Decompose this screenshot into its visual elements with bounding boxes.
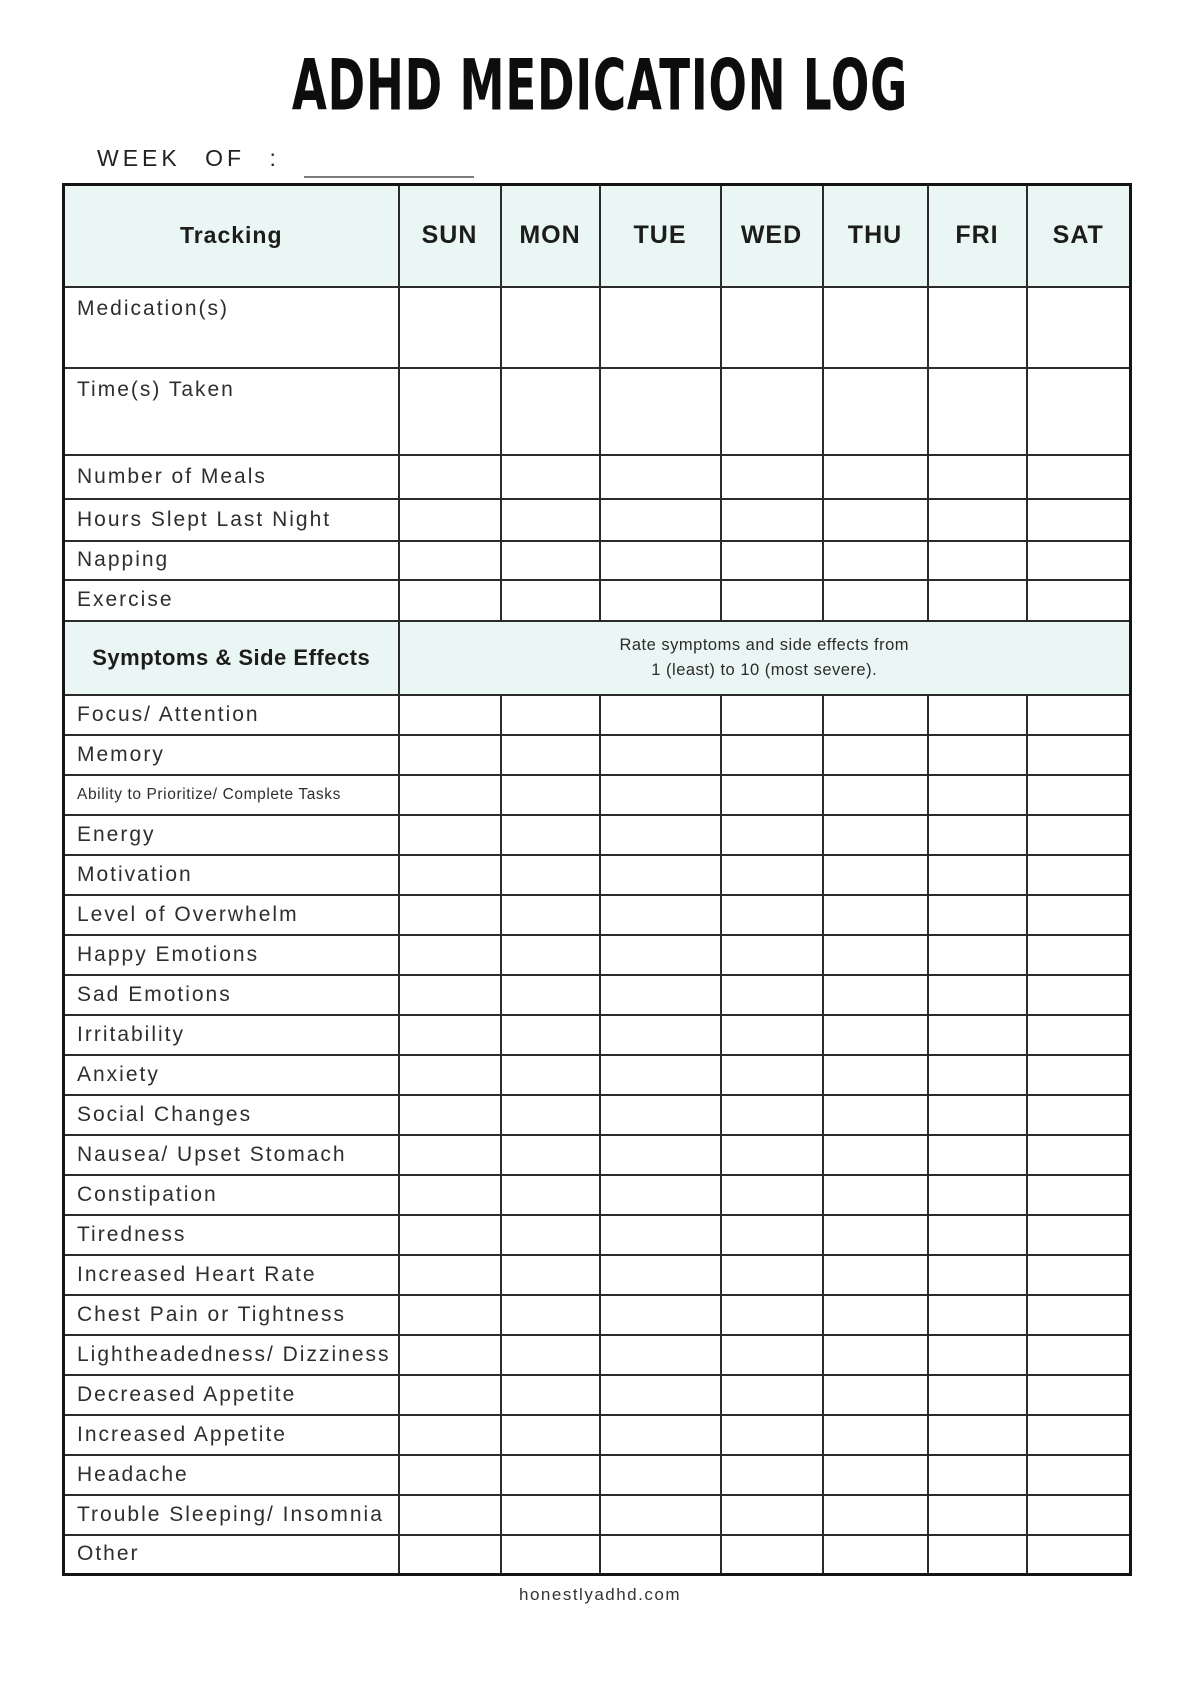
table-row bbox=[64, 1175, 1131, 1215]
entry-cell-sat[interactable] bbox=[1027, 1135, 1131, 1175]
entry-cell-sat[interactable] bbox=[1027, 775, 1131, 815]
entry-cell-mon[interactable] bbox=[501, 368, 600, 455]
table-row bbox=[64, 1495, 1131, 1535]
entry-cell-sat[interactable] bbox=[1027, 1175, 1131, 1215]
entry-cell-wed[interactable] bbox=[721, 1375, 823, 1415]
entry-cell-thu[interactable] bbox=[823, 1495, 928, 1535]
entry-cell-sun[interactable] bbox=[399, 1135, 501, 1175]
symptom-rows bbox=[64, 695, 1131, 1575]
entry-cell-thu[interactable] bbox=[823, 775, 928, 815]
rating-instructions bbox=[399, 621, 1131, 695]
entry-cell-fri[interactable] bbox=[928, 735, 1027, 775]
entry-cell-sun[interactable] bbox=[399, 1415, 501, 1455]
row-label: Trouble Sleeping/ Insomnia bbox=[64, 1495, 399, 1535]
entry-cell-sat[interactable] bbox=[1027, 1255, 1131, 1295]
entry-cell-wed[interactable] bbox=[721, 815, 823, 855]
table-row bbox=[64, 1095, 1131, 1135]
entry-cell-sun[interactable] bbox=[399, 1055, 501, 1095]
page-title: ADHD MEDICATION LOG bbox=[291, 43, 909, 127]
entry-cell-tue[interactable] bbox=[600, 1175, 721, 1215]
entry-cell-thu[interactable] bbox=[823, 1295, 928, 1335]
entry-cell-tue[interactable] bbox=[600, 1095, 721, 1135]
entry-cell-mon[interactable] bbox=[501, 455, 600, 499]
entry-cell-wed[interactable] bbox=[721, 895, 823, 935]
entry-cell-tue[interactable] bbox=[600, 695, 721, 735]
entry-cell-tue[interactable] bbox=[600, 455, 721, 499]
week-of-row bbox=[97, 138, 1200, 172]
entry-cell-sun[interactable] bbox=[399, 1175, 501, 1215]
entry-cell-sun[interactable] bbox=[399, 1335, 501, 1375]
day-header-wed: WED bbox=[721, 185, 823, 287]
row-label: Sad Emotions bbox=[64, 975, 399, 1015]
day-header-sat: SAT bbox=[1027, 185, 1131, 287]
entry-cell-mon[interactable] bbox=[501, 1455, 600, 1495]
entry-cell-mon[interactable] bbox=[501, 935, 600, 975]
day-header-thu: THU bbox=[823, 185, 928, 287]
row-label: Irritability bbox=[64, 1015, 399, 1055]
day-header-mon: MON bbox=[501, 185, 600, 287]
entry-cell-fri[interactable] bbox=[928, 287, 1027, 368]
entry-cell-wed[interactable] bbox=[721, 455, 823, 499]
entry-cell-fri[interactable] bbox=[928, 368, 1027, 455]
table-row bbox=[64, 1055, 1131, 1095]
entry-cell-fri[interactable] bbox=[928, 1095, 1027, 1135]
entry-cell-thu[interactable] bbox=[823, 455, 928, 499]
entry-cell-sat[interactable] bbox=[1027, 455, 1131, 499]
entry-cell-fri[interactable] bbox=[928, 1295, 1027, 1335]
entry-cell-mon[interactable] bbox=[501, 1375, 600, 1415]
tracking-header-cell: Tracking bbox=[64, 185, 399, 287]
entry-cell-wed[interactable] bbox=[721, 1055, 823, 1095]
entry-cell-fri[interactable] bbox=[928, 695, 1027, 735]
table-row bbox=[64, 1335, 1131, 1375]
entry-cell-thu[interactable] bbox=[823, 855, 928, 895]
table-row bbox=[64, 1375, 1131, 1415]
entry-cell-fri[interactable] bbox=[928, 1335, 1027, 1375]
entry-cell-sat[interactable] bbox=[1027, 499, 1131, 541]
entry-cell-sun[interactable] bbox=[399, 975, 501, 1015]
entry-cell-tue[interactable] bbox=[600, 368, 721, 455]
entry-cell-thu[interactable] bbox=[823, 1335, 928, 1375]
row-label: Social Changes bbox=[64, 1095, 399, 1135]
entry-cell-sat[interactable] bbox=[1027, 1535, 1131, 1575]
entry-cell-fri[interactable] bbox=[928, 455, 1027, 499]
entry-cell-mon[interactable] bbox=[501, 1175, 600, 1215]
entry-cell-thu[interactable] bbox=[823, 695, 928, 735]
entry-cell-mon[interactable] bbox=[501, 775, 600, 815]
entry-cell-mon[interactable] bbox=[501, 1255, 600, 1295]
entry-cell-fri[interactable] bbox=[928, 935, 1027, 975]
entry-cell-sat[interactable] bbox=[1027, 368, 1131, 455]
entry-cell-sun[interactable] bbox=[399, 287, 501, 368]
entry-cell-wed[interactable] bbox=[721, 1175, 823, 1215]
table-row bbox=[64, 1015, 1131, 1055]
entry-cell-sun[interactable] bbox=[399, 855, 501, 895]
entry-cell-thu[interactable] bbox=[823, 1015, 928, 1055]
entry-cell-fri[interactable] bbox=[928, 580, 1027, 621]
entry-cell-mon[interactable] bbox=[501, 580, 600, 621]
entry-cell-sat[interactable] bbox=[1027, 855, 1131, 895]
entry-cell-thu[interactable] bbox=[823, 580, 928, 621]
entry-cell-wed[interactable] bbox=[721, 1295, 823, 1335]
table-row bbox=[64, 735, 1131, 775]
entry-cell-sun[interactable] bbox=[399, 580, 501, 621]
entry-cell-sun[interactable] bbox=[399, 455, 501, 499]
table-row bbox=[64, 1255, 1131, 1295]
entry-cell-tue[interactable] bbox=[600, 1295, 721, 1335]
row-label: Decreased Appetite bbox=[64, 1375, 399, 1415]
entry-cell-mon[interactable] bbox=[501, 895, 600, 935]
entry-cell-wed[interactable] bbox=[721, 695, 823, 735]
entry-cell-mon[interactable] bbox=[501, 499, 600, 541]
table-row bbox=[64, 815, 1131, 855]
symptoms-section-row bbox=[64, 621, 1131, 695]
table-row bbox=[64, 935, 1131, 975]
row-label: Anxiety bbox=[64, 1055, 399, 1095]
entry-cell-thu[interactable] bbox=[823, 815, 928, 855]
entry-cell-fri[interactable] bbox=[928, 1135, 1027, 1175]
entry-cell-fri[interactable] bbox=[928, 541, 1027, 580]
entry-cell-sat[interactable] bbox=[1027, 1055, 1131, 1095]
row-label: Hours Slept Last Night bbox=[64, 499, 399, 541]
entry-cell-sun[interactable] bbox=[399, 1015, 501, 1055]
entry-cell-sat[interactable] bbox=[1027, 580, 1131, 621]
entry-cell-wed[interactable] bbox=[721, 1215, 823, 1255]
entry-cell-mon[interactable] bbox=[501, 815, 600, 855]
entry-cell-thu[interactable] bbox=[823, 1375, 928, 1415]
row-label: Focus/ Attention bbox=[64, 695, 399, 735]
entry-cell-fri[interactable] bbox=[928, 855, 1027, 895]
entry-cell-thu[interactable] bbox=[823, 368, 928, 455]
table-row bbox=[64, 1295, 1131, 1335]
table-row bbox=[64, 541, 1131, 580]
entry-cell-wed[interactable] bbox=[721, 935, 823, 975]
entry-cell-sun[interactable] bbox=[399, 935, 501, 975]
entry-cell-thu[interactable] bbox=[823, 1095, 928, 1135]
entry-cell-mon[interactable] bbox=[501, 1295, 600, 1335]
table-row bbox=[64, 499, 1131, 541]
entry-cell-tue[interactable] bbox=[600, 815, 721, 855]
entry-cell-thu[interactable] bbox=[823, 541, 928, 580]
entry-cell-mon[interactable] bbox=[501, 541, 600, 580]
entry-cell-sun[interactable] bbox=[399, 1535, 501, 1575]
entry-cell-thu[interactable] bbox=[823, 1455, 928, 1495]
entry-cell-tue[interactable] bbox=[600, 499, 721, 541]
entry-cell-wed[interactable] bbox=[721, 368, 823, 455]
entry-cell-fri[interactable] bbox=[928, 1215, 1027, 1255]
entry-cell-thu[interactable] bbox=[823, 287, 928, 368]
entry-cell-mon[interactable] bbox=[501, 855, 600, 895]
entry-cell-mon[interactable] bbox=[501, 1535, 600, 1575]
row-label: Nausea/ Upset Stomach bbox=[64, 1135, 399, 1175]
entry-cell-sun[interactable] bbox=[399, 895, 501, 935]
entry-cell-tue[interactable] bbox=[600, 1215, 721, 1255]
entry-cell-tue[interactable] bbox=[600, 735, 721, 775]
entry-cell-sun[interactable] bbox=[399, 499, 501, 541]
entry-cell-sun[interactable] bbox=[399, 695, 501, 735]
entry-cell-thu[interactable] bbox=[823, 1415, 928, 1455]
entry-cell-tue[interactable] bbox=[600, 1255, 721, 1295]
table-row bbox=[64, 1535, 1131, 1575]
row-label: Lightheadedness/ Dizziness bbox=[64, 1335, 399, 1375]
entry-cell-wed[interactable] bbox=[721, 1415, 823, 1455]
entry-cell-mon[interactable] bbox=[501, 735, 600, 775]
entry-cell-mon[interactable] bbox=[501, 287, 600, 368]
entry-cell-wed[interactable] bbox=[721, 1095, 823, 1135]
day-header-tue: TUE bbox=[600, 185, 721, 287]
entry-cell-sun[interactable] bbox=[399, 1215, 501, 1255]
entry-cell-sun[interactable] bbox=[399, 368, 501, 455]
entry-cell-tue[interactable] bbox=[600, 1135, 721, 1175]
entry-cell-tue[interactable] bbox=[600, 1015, 721, 1055]
entry-cell-mon[interactable] bbox=[501, 1015, 600, 1055]
entry-cell-fri[interactable] bbox=[928, 975, 1027, 1015]
table-row bbox=[64, 1215, 1131, 1255]
entry-cell-sat[interactable] bbox=[1027, 935, 1131, 975]
entry-cell-sun[interactable] bbox=[399, 815, 501, 855]
entry-cell-sat[interactable] bbox=[1027, 695, 1131, 735]
entry-cell-thu[interactable] bbox=[823, 1535, 928, 1575]
row-label: Exercise bbox=[64, 580, 399, 621]
entry-cell-thu[interactable] bbox=[823, 1175, 928, 1215]
row-label: Napping bbox=[64, 541, 399, 580]
entry-cell-wed[interactable] bbox=[721, 541, 823, 580]
entry-cell-sat[interactable] bbox=[1027, 975, 1131, 1015]
entry-cell-fri[interactable] bbox=[928, 1255, 1027, 1295]
row-label: Time(s) Taken bbox=[64, 368, 399, 455]
row-label: Number of Meals bbox=[64, 455, 399, 499]
day-header-sun: SUN bbox=[399, 185, 501, 287]
entry-cell-sun[interactable] bbox=[399, 1255, 501, 1295]
entry-cell-sun[interactable] bbox=[399, 1455, 501, 1495]
entry-cell-mon[interactable] bbox=[501, 695, 600, 735]
table-row bbox=[64, 855, 1131, 895]
entry-cell-fri[interactable] bbox=[928, 1375, 1027, 1415]
entry-cell-thu[interactable] bbox=[823, 1215, 928, 1255]
entry-cell-fri[interactable] bbox=[928, 775, 1027, 815]
entry-cell-sat[interactable] bbox=[1027, 287, 1131, 368]
table-row bbox=[64, 695, 1131, 735]
table-row bbox=[64, 455, 1131, 499]
entry-cell-wed[interactable] bbox=[721, 1255, 823, 1295]
entry-cell-thu[interactable] bbox=[823, 935, 928, 975]
entry-cell-mon[interactable] bbox=[501, 1335, 600, 1375]
row-label: Motivation bbox=[64, 855, 399, 895]
row-label: Increased Heart Rate bbox=[64, 1255, 399, 1295]
entry-cell-thu[interactable] bbox=[823, 975, 928, 1015]
rating-instructions-line1: Rate symptoms and side effects from bbox=[619, 635, 910, 654]
table-row bbox=[64, 1455, 1131, 1495]
entry-cell-sat[interactable] bbox=[1027, 1015, 1131, 1055]
entry-cell-sun[interactable] bbox=[399, 1375, 501, 1415]
entry-cell-mon[interactable] bbox=[501, 1215, 600, 1255]
entry-cell-sun[interactable] bbox=[399, 775, 501, 815]
table-row bbox=[64, 895, 1131, 935]
table-row bbox=[64, 1415, 1131, 1455]
entry-cell-sat[interactable] bbox=[1027, 1335, 1131, 1375]
week-of-input-line[interactable] bbox=[304, 176, 474, 178]
rating-instructions-line2: 1 (least) to 10 (most severe). bbox=[651, 660, 878, 679]
entry-cell-tue[interactable] bbox=[600, 1375, 721, 1415]
entry-cell-sat[interactable] bbox=[1027, 541, 1131, 580]
tracking-rows bbox=[64, 287, 1131, 621]
entry-cell-sat[interactable] bbox=[1027, 735, 1131, 775]
entry-cell-sat[interactable] bbox=[1027, 815, 1131, 855]
entry-cell-wed[interactable] bbox=[721, 1135, 823, 1175]
row-label: Level of Overwhelm bbox=[64, 895, 399, 935]
row-label: Increased Appetite bbox=[64, 1415, 399, 1455]
entry-cell-sat[interactable] bbox=[1027, 1375, 1131, 1415]
entry-cell-tue[interactable] bbox=[600, 1415, 721, 1455]
entry-cell-mon[interactable] bbox=[501, 1495, 600, 1535]
entry-cell-sun[interactable] bbox=[399, 541, 501, 580]
entry-cell-wed[interactable] bbox=[721, 975, 823, 1015]
entry-cell-mon[interactable] bbox=[501, 975, 600, 1015]
row-label: Ability to Prioritize/ Complete Tasks bbox=[64, 775, 399, 815]
entry-cell-tue[interactable] bbox=[600, 775, 721, 815]
entry-cell-sun[interactable] bbox=[399, 1095, 501, 1135]
entry-cell-thu[interactable] bbox=[823, 1055, 928, 1095]
entry-cell-sun[interactable] bbox=[399, 1495, 501, 1535]
entry-cell-fri[interactable] bbox=[928, 499, 1027, 541]
entry-cell-fri[interactable] bbox=[928, 895, 1027, 935]
row-label: Other bbox=[64, 1535, 399, 1575]
row-label: Energy bbox=[64, 815, 399, 855]
entry-cell-fri[interactable] bbox=[928, 1495, 1027, 1535]
entry-cell-tue[interactable] bbox=[600, 580, 721, 621]
entry-cell-sun[interactable] bbox=[399, 735, 501, 775]
entry-cell-wed[interactable] bbox=[721, 855, 823, 895]
entry-cell-mon[interactable] bbox=[501, 1095, 600, 1135]
entry-cell-sun[interactable] bbox=[399, 1295, 501, 1335]
entry-cell-fri[interactable] bbox=[928, 1175, 1027, 1215]
entry-cell-wed[interactable] bbox=[721, 580, 823, 621]
entry-cell-sat[interactable] bbox=[1027, 1495, 1131, 1535]
entry-cell-wed[interactable] bbox=[721, 735, 823, 775]
row-label: Happy Emotions bbox=[64, 935, 399, 975]
medication-log-table bbox=[62, 183, 1132, 1576]
row-label: Memory bbox=[64, 735, 399, 775]
table-row bbox=[64, 975, 1131, 1015]
entry-cell-sat[interactable] bbox=[1027, 1415, 1131, 1455]
entry-cell-thu[interactable] bbox=[823, 735, 928, 775]
table-row bbox=[64, 287, 1131, 368]
entry-cell-thu[interactable] bbox=[823, 895, 928, 935]
entry-cell-wed[interactable] bbox=[721, 1335, 823, 1375]
entry-cell-wed[interactable] bbox=[721, 1535, 823, 1575]
entry-cell-fri[interactable] bbox=[928, 1535, 1027, 1575]
entry-cell-fri[interactable] bbox=[928, 1055, 1027, 1095]
entry-cell-thu[interactable] bbox=[823, 1135, 928, 1175]
entry-cell-fri[interactable] bbox=[928, 1455, 1027, 1495]
row-label: Headache bbox=[64, 1455, 399, 1495]
table-row bbox=[64, 580, 1131, 621]
entry-cell-tue[interactable] bbox=[600, 1535, 721, 1575]
entry-cell-wed[interactable] bbox=[721, 1455, 823, 1495]
table-header-row bbox=[64, 185, 1131, 287]
entry-cell-wed[interactable] bbox=[721, 499, 823, 541]
entry-cell-sat[interactable] bbox=[1027, 1215, 1131, 1255]
table-row bbox=[64, 368, 1131, 455]
week-of-label: WEEK OF : bbox=[97, 145, 280, 171]
entry-cell-wed[interactable] bbox=[721, 1015, 823, 1055]
entry-cell-fri[interactable] bbox=[928, 1015, 1027, 1055]
entry-cell-mon[interactable] bbox=[501, 1055, 600, 1095]
entry-cell-fri[interactable] bbox=[928, 815, 1027, 855]
entry-cell-tue[interactable] bbox=[600, 287, 721, 368]
entry-cell-sat[interactable] bbox=[1027, 895, 1131, 935]
row-label: Constipation bbox=[64, 1175, 399, 1215]
table-row bbox=[64, 775, 1131, 815]
entry-cell-mon[interactable] bbox=[501, 1135, 600, 1175]
entry-cell-tue[interactable] bbox=[600, 855, 721, 895]
footer-url: honestlyadhd.com bbox=[519, 1585, 681, 1604]
symptoms-section-label: Symptoms & Side Effects bbox=[64, 621, 399, 695]
entry-cell-thu[interactable] bbox=[823, 1255, 928, 1295]
row-label: Chest Pain or Tightness bbox=[64, 1295, 399, 1335]
day-header-fri: FRI bbox=[928, 185, 1027, 287]
entry-cell-sat[interactable] bbox=[1027, 1295, 1131, 1335]
entry-cell-tue[interactable] bbox=[600, 935, 721, 975]
entry-cell-thu[interactable] bbox=[823, 499, 928, 541]
entry-cell-tue[interactable] bbox=[600, 895, 721, 935]
entry-cell-tue[interactable] bbox=[600, 1055, 721, 1095]
entry-cell-sat[interactable] bbox=[1027, 1095, 1131, 1135]
table-row bbox=[64, 1135, 1131, 1175]
entry-cell-tue[interactable] bbox=[600, 1335, 721, 1375]
row-label: Tiredness bbox=[64, 1215, 399, 1255]
entry-cell-mon[interactable] bbox=[501, 1415, 600, 1455]
entry-cell-tue[interactable] bbox=[600, 975, 721, 1015]
entry-cell-wed[interactable] bbox=[721, 1495, 823, 1535]
entry-cell-tue[interactable] bbox=[600, 1495, 721, 1535]
entry-cell-wed[interactable] bbox=[721, 287, 823, 368]
row-label: Medication(s) bbox=[64, 287, 399, 368]
entry-cell-fri[interactable] bbox=[928, 1415, 1027, 1455]
title-wrap bbox=[0, 0, 1200, 130]
entry-cell-sat[interactable] bbox=[1027, 1455, 1131, 1495]
entry-cell-wed[interactable] bbox=[721, 775, 823, 815]
entry-cell-tue[interactable] bbox=[600, 1455, 721, 1495]
entry-cell-tue[interactable] bbox=[600, 541, 721, 580]
